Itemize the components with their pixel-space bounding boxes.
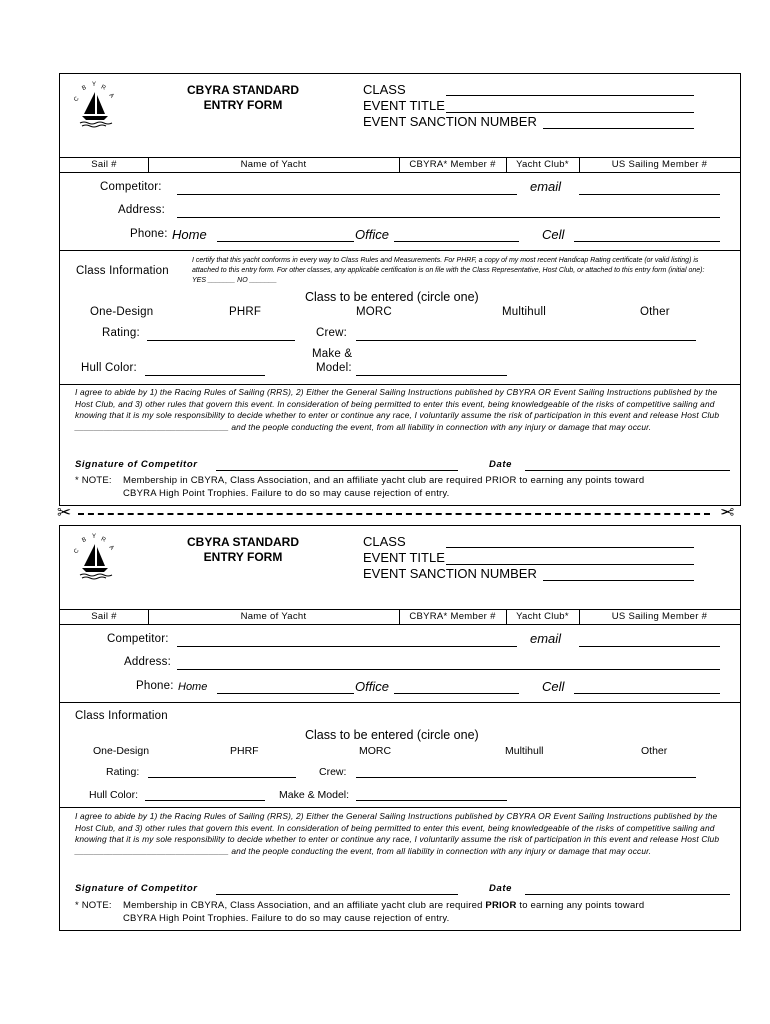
address-field[interactable]	[177, 669, 720, 670]
make-label: Make &	[312, 348, 353, 360]
home-label: Home	[172, 227, 207, 242]
note-line2: CBYRA High Point Trophies. Failure to do so may cause rejection of entry.	[123, 488, 450, 499]
date-field[interactable]	[525, 894, 730, 895]
divider	[60, 807, 740, 808]
class-information-label: Class Information	[75, 710, 168, 722]
note-text-after: to earning any points toward	[516, 900, 645, 911]
event-sanction-label: EVENT SANCTION NUMBER	[363, 114, 537, 129]
svg-text:A: A	[107, 92, 115, 100]
divider	[60, 702, 740, 703]
note-line2: CBYRA High Point Trophies. Failure to do so may cause rejection of entry.	[123, 913, 450, 924]
office-label: Office	[355, 679, 389, 694]
svg-text:A: A	[107, 544, 115, 552]
competitor-field[interactable]	[177, 194, 517, 195]
class-option-morc[interactable]: MORC	[356, 306, 392, 318]
crew-field[interactable]	[356, 777, 696, 778]
hull-color-label: Hull Color:	[89, 789, 139, 801]
note-prior-bold: PRIOR	[485, 900, 517, 911]
divider	[60, 172, 740, 173]
class-option-one-design[interactable]: One-Design	[90, 306, 154, 318]
svg-text:B: B	[81, 84, 88, 93]
make-model-field[interactable]	[356, 375, 507, 376]
svg-text:R: R	[99, 84, 107, 92]
class-option-other[interactable]: Other	[641, 745, 668, 757]
signature-field[interactable]	[216, 894, 458, 895]
class-option-morc[interactable]: MORC	[359, 745, 392, 757]
competitor-label: Competitor:	[100, 181, 162, 193]
svg-text:Y: Y	[92, 82, 97, 88]
signature-label: Signature of Competitor	[75, 883, 198, 894]
divider	[60, 157, 740, 158]
email-field[interactable]	[579, 194, 720, 195]
office-phone-field[interactable]	[394, 241, 519, 242]
svg-text:Y: Y	[92, 534, 97, 540]
crew-field[interactable]	[356, 340, 696, 341]
competitor-label: Competitor:	[107, 633, 169, 645]
divider	[60, 384, 740, 385]
hull-color-field[interactable]	[145, 800, 265, 801]
scissors-left-icon: ✂	[57, 503, 72, 522]
event-sanction-field[interactable]	[543, 128, 694, 129]
email-field[interactable]	[579, 646, 720, 647]
phone-label: Phone:	[136, 680, 174, 692]
note-line1	[123, 900, 644, 913]
scissors-right-icon: ✂	[720, 503, 735, 522]
note-prefix: * NOTE:	[75, 900, 112, 911]
col-us-sailing: US Sailing Member #	[611, 611, 708, 622]
class-option-multihull[interactable]: Multihull	[502, 306, 546, 318]
address-label: Address:	[124, 656, 171, 668]
cut-line	[78, 513, 710, 515]
event-title-field[interactable]	[446, 112, 694, 113]
class-field[interactable]	[446, 547, 694, 548]
note-line1: Membership in CBYRA, Class Association, and an affiliate yacht club are required PRIOR to earning any points toward	[123, 475, 645, 486]
cell-phone-field[interactable]	[574, 693, 720, 694]
col-yacht-club: Yacht Club*	[516, 159, 569, 170]
event-title-field[interactable]	[446, 564, 694, 565]
circle-one-label: Class to be entered (circle one)	[305, 728, 479, 742]
date-label: Date	[489, 883, 512, 894]
agreement-text: I agree to abide by 1) the Racing Rules of Sailing (RRS), 2) Either the General Sailing Instructions published by CBYRA OR Event Sailing Instructions published by the Host Club, and 3) other rules that govern this event. In consideration of being permitted to enter this event, being knowledgeable of the risks of competitive sailing and knowing that it is my sole responsibility to decide whether to enter or continue any race, I voluntarily assume the risk of participation in this event and release Host Club ________________________________ and the people conducting the event, from all liability in connection with any injury or damage that may occur.	[75, 811, 720, 856]
form-title	[173, 535, 313, 565]
signature-label: Signature of Competitor	[75, 459, 198, 470]
make-model-label: Make & Model:	[279, 789, 350, 801]
form-title-line2: ENTRY FORM	[203, 98, 283, 112]
crew-label: Crew:	[316, 327, 348, 339]
class-option-phrf[interactable]: PHRF	[229, 306, 262, 318]
model-label: Model:	[316, 362, 352, 374]
col-cbyra-member: CBYRA* Member #	[409, 159, 496, 170]
col-yacht-name: Name of Yacht	[240, 159, 307, 170]
svg-text:C: C	[73, 95, 81, 104]
address-field[interactable]	[177, 217, 720, 218]
agreement-text: I agree to abide by 1) the Racing Rules of Sailing (RRS), 2) Either the General Sailing Instructions published by CBYRA OR Event Sailing Instructions published by the Host Club, and 3) other rules that govern this event. In consideration of being permitted to enter this event, being knowledgeable of the risks of competitive sailing and knowing that it is my sole responsibility to decide whether to enter or continue any race, I voluntarily assume the risk of participation in this event and release Host Club ________________________________ and the people conducting the event, from all liability in connection with any injury or damage that may occur.	[75, 387, 720, 432]
rating-field[interactable]	[148, 777, 296, 778]
cell-label: Cell	[542, 679, 565, 694]
entry-form-2	[59, 525, 741, 931]
class-information-label: Class Information	[76, 265, 169, 277]
competitor-field[interactable]	[177, 646, 517, 647]
hull-color-label: Hull Color:	[81, 362, 137, 374]
divider	[60, 624, 740, 625]
crew-label: Crew:	[319, 766, 347, 778]
event-sanction-label: EVENT SANCTION NUMBER	[363, 566, 537, 581]
note-prefix: * NOTE:	[75, 475, 112, 486]
event-title-label: EVENT TITLE	[363, 550, 445, 565]
rating-field[interactable]	[147, 340, 295, 341]
address-label: Address:	[118, 204, 165, 216]
phone-label: Phone:	[130, 228, 168, 240]
make-model-field[interactable]	[356, 800, 507, 801]
svg-text:C: C	[73, 547, 81, 556]
rating-label: Rating:	[106, 766, 140, 778]
class-option-phrf[interactable]: PHRF	[230, 745, 259, 757]
event-title-label: EVENT TITLE	[363, 98, 445, 113]
circle-one-label: Class to be entered (circle one)	[305, 290, 479, 304]
class-option-one-design[interactable]: One-Design	[93, 745, 150, 757]
event-sanction-field[interactable]	[543, 580, 694, 581]
svg-text:R: R	[99, 536, 107, 544]
divider	[60, 250, 740, 251]
col-yacht-name: Name of Yacht	[240, 611, 307, 622]
form-title-line1: CBYRA STANDARD	[187, 535, 299, 549]
form-title	[173, 83, 313, 113]
col-sail: Sail #	[91, 159, 117, 170]
col-us-sailing: US Sailing Member #	[611, 159, 708, 170]
date-field[interactable]	[525, 470, 730, 471]
home-phone-field[interactable]	[217, 693, 354, 694]
class-option-multihull[interactable]: Multihull	[505, 745, 544, 757]
home-phone-field[interactable]	[217, 241, 354, 242]
svg-text:B: B	[81, 536, 88, 545]
signature-field[interactable]	[216, 470, 458, 471]
col-cbyra-member: CBYRA* Member #	[409, 611, 496, 622]
class-option-other[interactable]: Other	[640, 306, 670, 318]
cell-phone-field[interactable]	[574, 241, 720, 242]
form-title-line1: CBYRA STANDARD	[187, 83, 299, 97]
cell-label: Cell	[542, 227, 565, 242]
certify-text: I certify that this yacht conforms in every way to Class Rules and Measurements. For PHRF, a copy of my most recent Handicap Rating certificate (or valid listing) is attached to this entry form. For other classes, any applicable certification is on file with the Class Representative, Host Club, or attached to this entry form (initial one): YES _______ NO _______	[192, 257, 705, 284]
hull-color-field[interactable]	[145, 375, 265, 376]
class-field[interactable]	[446, 95, 694, 96]
email-label: email	[530, 179, 562, 194]
form-title-line2: ENTRY FORM	[203, 550, 283, 564]
date-label: Date	[489, 459, 512, 470]
office-label: Office	[355, 227, 389, 242]
cbyra-logo-icon	[70, 79, 120, 129]
email-label: email	[530, 631, 562, 646]
home-label: Home	[178, 681, 208, 693]
class-label: CLASS	[363, 82, 406, 97]
rating-label: Rating:	[102, 327, 140, 339]
office-phone-field[interactable]	[394, 693, 519, 694]
class-label: CLASS	[363, 534, 406, 549]
col-yacht-club: Yacht Club*	[516, 611, 569, 622]
cbyra-logo-icon	[70, 531, 120, 581]
divider	[60, 609, 740, 610]
col-sail: Sail #	[91, 611, 117, 622]
entry-form-1	[59, 73, 741, 506]
note-text-before: Membership in CBYRA, Class Association, and an affiliate yacht club are required	[123, 900, 486, 911]
